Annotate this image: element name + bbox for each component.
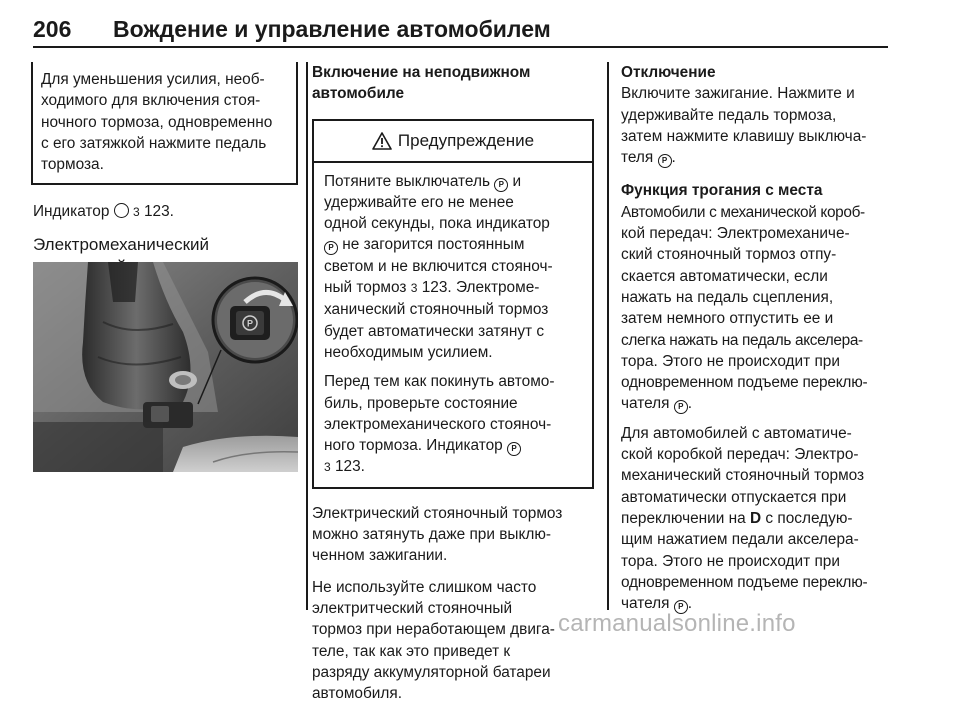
column-3 [621,62,886,614]
watermark: carmanualsonline.info [558,610,796,637]
warning-box [312,119,594,489]
switch-p-symbol: P [246,318,254,329]
column-2 [312,62,594,704]
brake-indicator-icon [114,203,129,218]
warning-paragraph-2: Перед тем как покинуть автомо- биль, проверьте состояние электромеханического стояноч- ного тормоза. Индикатор P 3 123. [324,373,555,476]
paragraph-release: Включите зажигание. Нажмите и удерживайте педаль тормоза, затем нажмите клавишу выключа- теля P . [621,85,867,167]
column-divider [607,62,609,610]
warning-paragraph-1: Потяните выключатель P и удерживайте его не менее одной секунды, пока индикатор P не загорится постоянным светом и не включится стояноч- ный тормоз 3 123. Электроме- ханический стояночный тормоз будет автоматически затянут с необходимым усилием. [324,172,553,361]
column-1 [33,62,298,278]
parking-brake-p-icon: P [494,178,508,192]
page-ref-arrow-icon: 3 [410,281,418,296]
page-title: Вождение и управление автомобилем [113,16,551,42]
section-heading-engage-stationary: Включение на неподвижном автомобиле [312,64,531,103]
page-number: 206 [33,16,72,42]
warning-triangle-icon [372,132,392,150]
parking-brake-p-icon: P [507,442,521,456]
column-divider [306,62,308,610]
note-box [31,62,298,185]
parking-brake-p-icon: P [324,241,338,255]
section-heading-electromechanical-brake: Электромеханический [33,234,210,254]
paragraph-manual-transmission: Автомобили с механической короб- кой передач: Электромеханиче- ский стояночный тормоз отпу- скается автоматически, если нажать на педаль сцепления, затем немного отпустить ее и слегка нажать на педаль акселера- тора. Этого не происходит при одновременном подъеме переклю- чателя P . [621,203,868,413]
page-ref-arrow-icon: 3 [324,460,331,475]
paragraph-battery-warning: Не используйте слишком часто электритческий стояночный тормоз при неработающем двига- теле, так как это приведет к разряду аккумуляторной батареи автомобиля. [312,578,555,703]
note-text: Для уменьшения усилия, необ- ходимого для включения стоя- ночного тормоза, одновременно с его затяжкой нажмите педаль тормоза. [41,71,273,174]
parking-brake-p-icon: P [658,154,672,168]
parking-brake-p-icon: P [674,600,688,614]
page-ref-arrow-icon: 3 [133,205,140,220]
warning-header [314,121,592,163]
section-heading-release: Отключение [621,64,716,81]
warning-body [314,163,592,487]
parking-brake-p-icon: P [674,400,688,414]
paragraph-automatic-transmission: Для автомобилей с автоматиче- ской коробкой передач: Электро- механический стояночный тормоз автоматически отпускается при переключении на D с последую- щим нажатием педали акселера- тора. Этого не происходит при одновременном подъеме переклю- чателя P . [621,424,868,613]
section-heading-drive-away: Функция трогания с места [621,182,823,200]
paragraph-ignition-off: Электрический стояночный тормоз можно затянуть даже при выклю- ченном зажигании. [312,504,563,565]
parking-brake-switch-photo [33,262,298,472]
warning-title: Предупреждение [397,130,535,150]
page-header [33,8,888,48]
indicator-reference: Индикатор 3 123. [33,203,174,221]
